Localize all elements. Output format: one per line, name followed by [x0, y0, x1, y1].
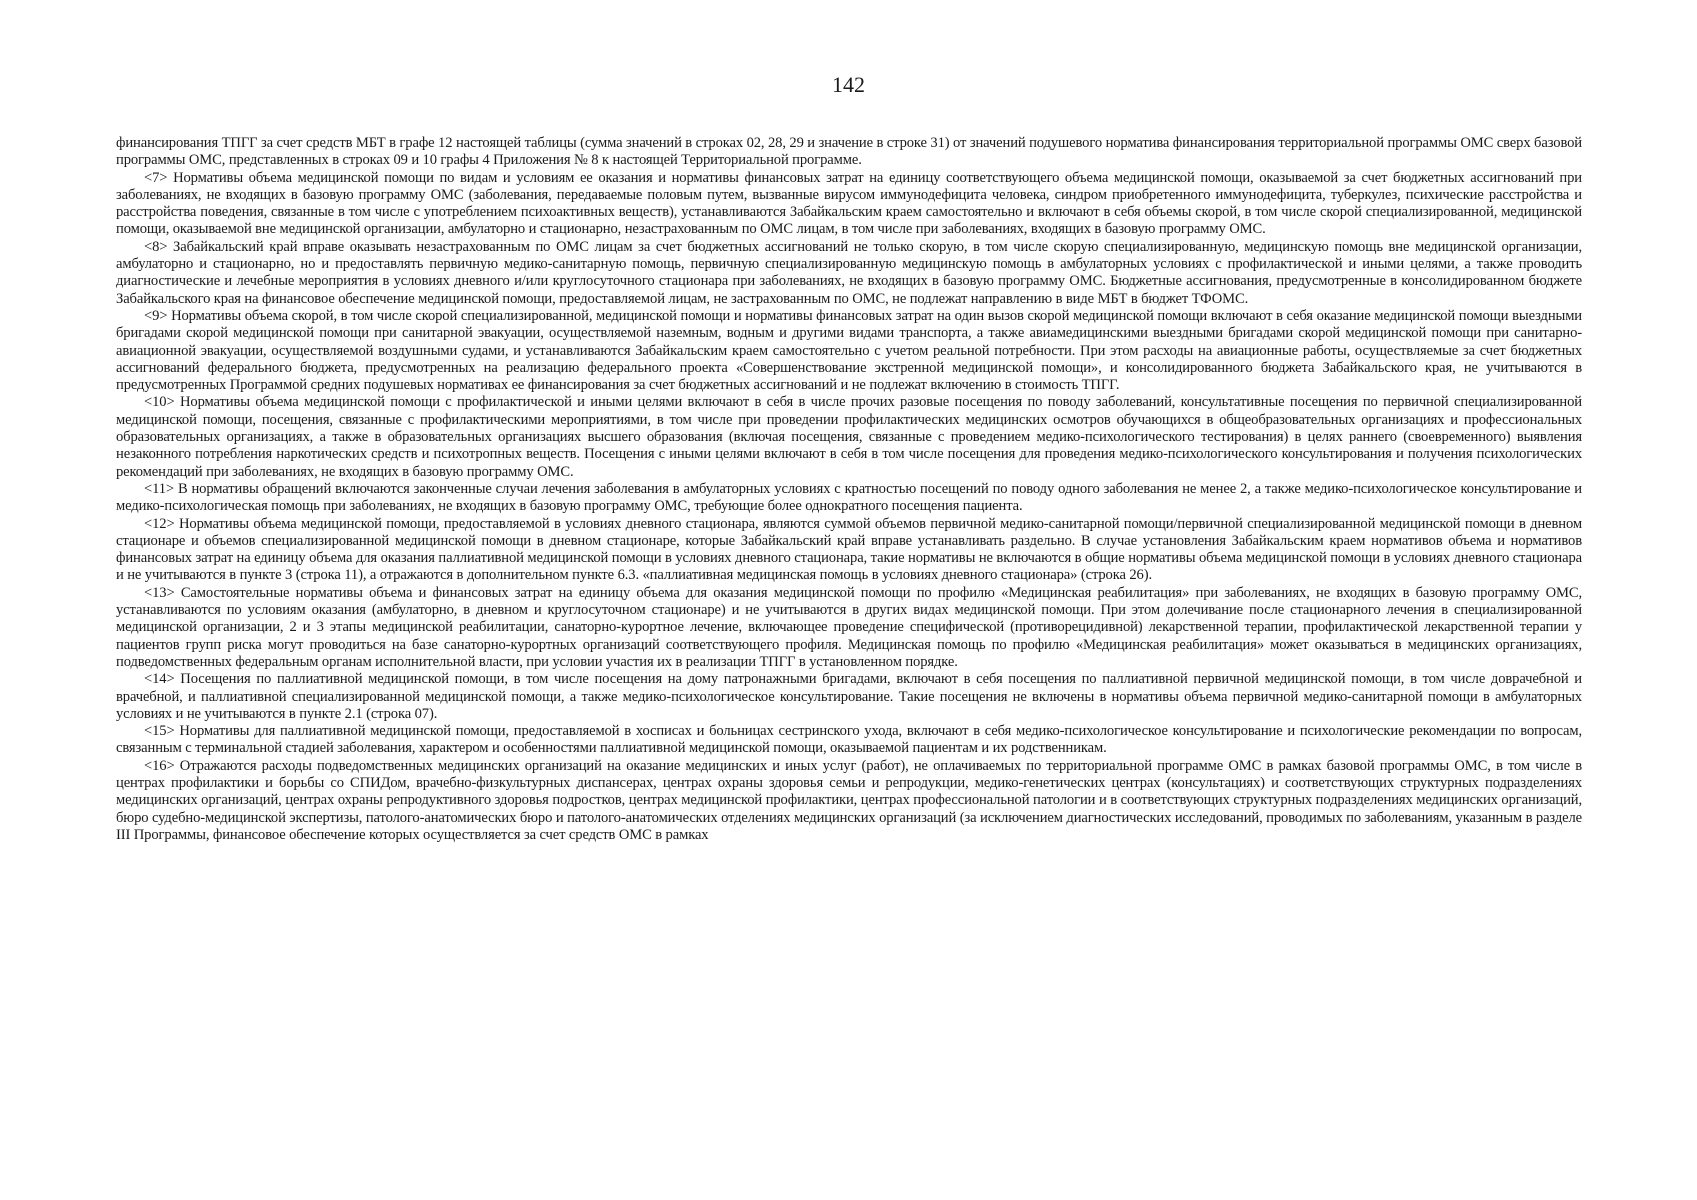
footnote-16: <16> Отражаются расходы подведомственных медицинских организаций на оказание медицинских и иных услуг (работ), не оплачиваемых по территориальной программе ОМС в рамках базовой программы ОМС, в том числе в центрах профилактики и борьбы со СПИДом, врачебно-физкультурных диспансерах, центрах охраны здоровья семьи и репродукции, медико-генетических центрах (консультациях) и соответствующих структурных подразделениях медицинских организаций, центрах охраны репродуктивного здоровья подростков, центрах медицинской профилактики, центрах профессиональной патологии и в соответствующих структурных подразделениях медицинских организаций, бюро судебно-медицинской экспертизы, патолого-анатомических бюро и патолого-анатомических отделениях медицинских организаций (за исключением диагностических исследований, проводимых по заболеваниям, указанным в разделе III Программы, финансовое обеспечение которых осуществляется за счет средств ОМС в рамках — [116, 757, 1582, 843]
footnote-10: <10> Нормативы объема медицинской помощи с профилактической и иными целями включают в себя в числе прочих разовые посещения по поводу заболеваний, консультативные посещения по первичной специализированной медицинской помощи, посещения, связанные с профилактическими мероприятиями, в том числе при проведении профилактических медицинских осмотров обучающихся в общеобразовательных организациях и профессиональных образовательных организациях, а также в образовательных организациях высшего образования (включая посещения, связанные с проведением медико-психологического тестирования) в целях раннего (своевременного) выявления незаконного потребления наркотических средств и психотропных веществ. Посещения с иными целями включают в себя в том числе посещения для проведения медико-психологического консультирования и получения психологических рекомендаций при заболеваниях, не входящих в базовую программу ОМС. — [116, 394, 1582, 480]
footnote-8: <8> Забайкальский край вправе оказывать незастрахованным по ОМС лицам за счет бюджетных ассигнований не только скорую, в том числе скорую специализированную, медицинскую помощь вне медицинской организации, амбулаторно и стационарно, но и предоставлять первичную медико-санитарную помощь, первичную специализированную медицинскую помощь в амбулаторных условиях с профилактической и иными целями, а также проводить диагностические и лечебные мероприятия в условиях дневного и/или круглосуточного стационара при заболеваниях, не входящих в базовую программу ОМС. Бюджетные ассигнования, предусмотренные в консолидированном бюджете Забайкальского края на финансовое обеспечение медицинской помощи, предоставляемой лицам, не застрахованным по ОМС, не подлежат направлению в виде МБТ в бюджет ТФОМС. — [116, 238, 1582, 307]
paragraph-continuation: финансирования ТПГГ за счет средств МБТ в графе 12 настоящей таблицы (сумма значений в строках 02, 28, 29 и значение в строке 31) от значений подушевого норматива финансирования территориальной программы ОМС сверх базовой программы ОМС, представленных в строках 09 и 10 графы 4 Приложения № 8 к настоящей Территориальной программе. — [116, 135, 1582, 169]
footnote-15: <15> Нормативы для паллиативной медицинской помощи, предоставляемой в хосписах и больницах сестринского ухода, включают в себя медико-психологическое консультирование и психологические рекомендации по вопросам, связанным с терминальной стадией заболевания, характером и особенностями паллиативной медицинской помощи, оказываемой пациентам и их родственникам. — [116, 723, 1582, 757]
footnote-12: <12> Нормативы объема медицинской помощи, предоставляемой в условиях дневного стационара, являются суммой объемов первичной медико-санитарной помощи/первичной специализированной медицинской помощи в дневном стационаре и объемов специализированной медицинской помощи в дневном стационаре, которые Забайкальский край вправе устанавливать раздельно. В случае установления Забайкальским краем нормативов объема и нормативов финансовых затрат на единицу объема для оказания паллиативной медицинской помощи в условиях дневного стационара, такие нормативы не включаются в общие нормативы объема медицинской помощи в условиях дневного стационара и не учитываются в пункте 3 (строка 11), а отражаются в дополнительном пункте 6.3. «паллиативная медицинская помощь в условиях дневного стационара» (строка 26). — [116, 515, 1582, 584]
footnote-13: <13> Самостоятельные нормативы объема и финансовых затрат на единицу объема для оказания медицинской помощи по профилю «Медицинская реабилитация» при заболеваниях, не входящих в базовую программу ОМС, устанавливаются по условиям оказания (амбулаторно, в дневном и круглосуточном стационаре) и не учитываются в других видах медицинской помощи. При этом долечивание после стационарного лечения в специализированной медицинской организации, 2 и 3 этапы медицинской реабилитации, санаторно-курортное лечение, включающее проведение специфической (противорецидивной) лекарственной терапии, профилактической лекарственной терапии у пациентов групп риска могут проводиться на базе санаторно-курортных организаций соответствующего профиля. Медицинская помощь по профилю «Медицинская реабилитация» может оказываться в медицинских организациях, подведомственных федеральным органам исполнительной власти, при условии участия их в реализации ТПГГ в установленном порядке. — [116, 584, 1582, 670]
footnote-7: <7> Нормативы объема медицинской помощи по видам и условиям ее оказания и нормативы финансовых затрат на единицу соответствующего объема медицинской помощи, оказываемой за счет бюджетных ассигнований при заболеваниях, не входящих в базовую программу ОМС (заболевания, передаваемые половым путем, вызванные вирусом иммунодефицита человека, синдром приобретенного иммунодефицита, туберкулез, психические расстройства и расстройства поведения, связанные в том числе с употреблением психоактивных веществ), устанавливаются Забайкальским краем самостоятельно и включают в себя объемы скорой, в том числе скорой специализированной, медицинской помощи, оказываемой вне медицинской организации, амбулаторно и стационарно, незастрахованным по ОМС лицам, в том числе при заболеваниях, входящих в базовую программу ОМС. — [116, 169, 1582, 238]
page-number: 142 — [832, 72, 865, 97]
footnote-14: <14> Посещения по паллиативной медицинской помощи, в том числе посещения на дому патронажными бригадами, включают в себя посещения по паллиативной первичной медицинской помощи, в том числе доврачебной и врачебной, и паллиативной специализированной медицинской помощи, а также медико-психологическое консультирование. Такие посещения не включены в нормативы объема первичной медико-санитарной помощи в амбулаторных условиях и не учитываются в пункте 2.1 (строка 07). — [116, 671, 1582, 722]
footnote-11: <11> В нормативы обращений включаются законченные случаи лечения заболевания в амбулаторных условиях с кратностью посещений по поводу одного заболевания не менее 2, а также медико-психологическое консультирование и медико-психологическая помощь при заболеваниях, не входящих в базовую программу ОМС, требующие более однократного посещения пациента. — [116, 480, 1582, 515]
document-body — [116, 135, 1582, 844]
footnote-9: <9> Нормативы объема скорой, в том числе скорой специализированной, медицинской помощи и нормативы финансовых затрат на один вызов скорой медицинской помощи включают в себя оказание медицинской помощи выездными бригадами скорой медицинской помощи при санитарной эвакуации, осуществляемой наземным, водным и другими видами транспорта, а также авиамедицинскими выездными бригадами скорой медицинской помощи при санитарно-авиационной эвакуации, осуществляемой воздушными судами, и устанавливаются Забайкальским краем самостоятельно с учетом реальной потребности. При этом расходы на авиационные работы, осуществляемые за счет бюджетных ассигнований федерального бюджета, предусмотренных на реализацию федерального проекта «Совершенствование экстренной медицинской помощи», и консолидированного бюджета Забайкальского края, не учитываются в предусмотренных Программой средних подушевых нормативах ее финансирования за счет бюджетных ассигнований и не подлежат включению в стоимость ТПГГ. — [116, 307, 1582, 394]
